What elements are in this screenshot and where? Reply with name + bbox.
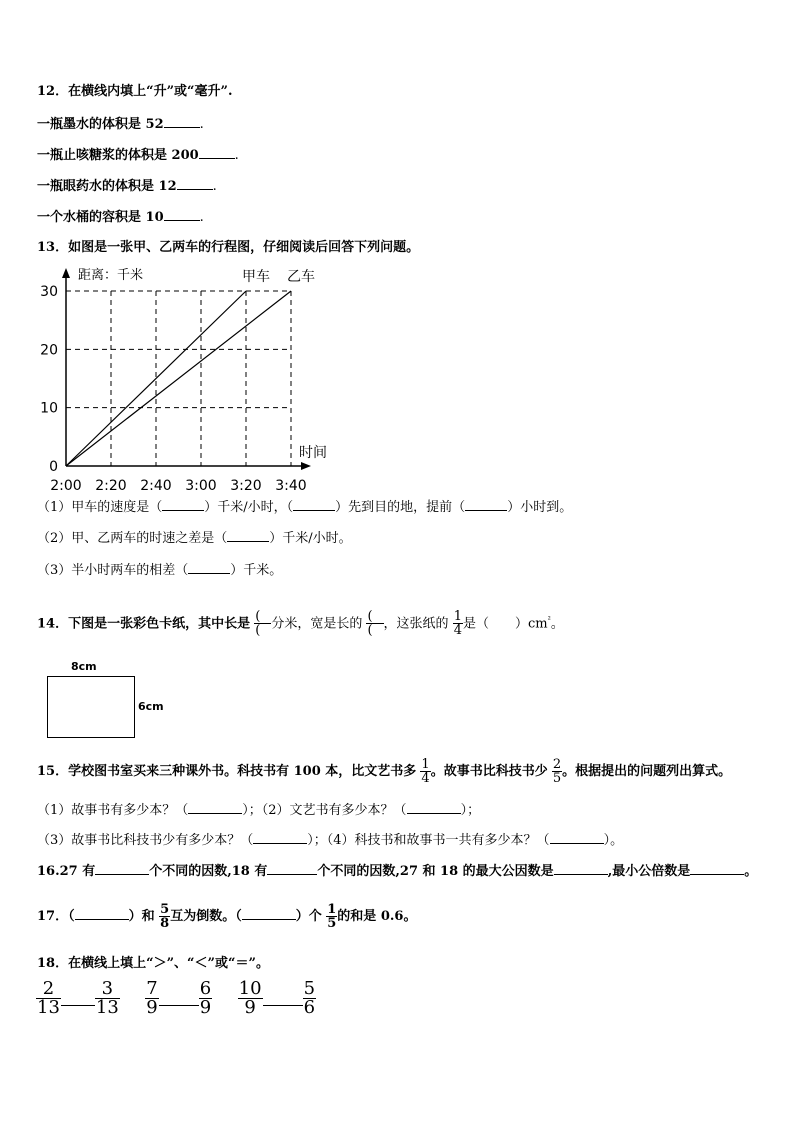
q18-p1-left [36,980,61,1017]
x-tick-label: 3:20 [230,478,262,494]
q12-title: 12．在横线内填上“升”或“毫升”. [37,84,233,99]
q17-frac1 [159,903,170,930]
q17-b: ）和 [128,909,155,924]
series-label-1: 甲车 [242,269,270,285]
q18-p2-rnum: 6 [199,978,212,999]
q14-frac-den: 4 [453,623,462,639]
x-tick-label: 3:00 [185,478,217,494]
q12-blank4[interactable] [164,209,200,221]
q16-blank4[interactable] [690,863,744,875]
q15-blank2[interactable] [407,802,461,814]
q13-title: 13．如图是一张甲、乙两车的行程图，仔细阅读后回答下列问题。 [37,240,420,255]
x-axis-title: 时间 [299,445,327,461]
q18-title: 18．在横线上填上“＞”、“＜”或“＝”。 [37,956,269,971]
q16-blank3[interactable] [554,863,608,875]
q17-blank2[interactable] [242,908,296,920]
q18-p2-left [145,980,158,1017]
q18-p1-rnum: 3 [95,980,120,999]
q13-blank4[interactable] [227,530,269,542]
q12-line4-end: . [199,210,204,225]
q18-p3-lnum: 10 [238,978,262,999]
q16-c: 个不同的因数,27 和 18 的最大公因数是 [317,864,554,879]
q17-line [37,898,416,936]
q15-frac2 [552,758,562,785]
q18-p1-right [95,980,120,1017]
q16-d: ,最小公倍数是 [607,864,691,879]
q15-frac1 [420,758,430,785]
q18-p3-lden: 9 [244,997,256,1018]
q18-p1-lnum: 2 [36,980,61,999]
q12-blank3[interactable] [177,178,213,190]
q14-wid-den: ( [367,623,383,639]
q14-quarter-fraction [453,610,463,637]
q15-blank1[interactable] [188,802,242,814]
q16-a: 16.27 有 [37,864,96,879]
q13-sub1 [37,499,572,516]
q18-blank3[interactable] [263,1005,303,1006]
q14-frac-num: 1 [453,609,462,625]
q16-blank1[interactable] [95,863,149,875]
q15-text-a: 15．学校图书室买来三种课外书。科技书有 100 本，比文艺书多 [37,764,417,779]
q13-sub1-c: ）先到目的地，提前（ [335,500,466,515]
y-tick-label: 0 [49,459,58,475]
q12-line2-text: 一瓶止咳糖浆的体积是 200 [37,148,199,163]
q12-line2 [37,147,239,164]
q18-p1-rden: 13 [95,997,119,1018]
q13-sub3-b: ）千米。 [230,563,283,578]
q15-l3-b: ）；（4）科技书和故事书一共有多少本？（ [307,833,550,848]
q17-c: 互为倒数。（ [170,909,242,924]
q17-frac2-den: 5 [327,916,337,931]
q18-p3-rnum: 5 [303,978,316,999]
q17-blank1[interactable] [75,908,129,920]
q14-text-e: ）cm [515,616,548,632]
rect-side-label: 6cm [138,700,164,713]
series-label-2: 乙车 [287,269,315,285]
q18-p2-lden: 9 [146,997,158,1018]
q17-a: 17．（ [37,909,75,924]
q15-blank4[interactable] [550,832,604,844]
q15-frac1-den: 4 [421,771,430,786]
series-line-2 [66,291,291,466]
q13-sub3 [37,562,282,579]
q13-blank3[interactable] [465,499,507,511]
q12-line3-text: 一瓶眼药水的体积是 12 [37,179,177,194]
q18-p3-right [303,980,316,1017]
series-line-1 [66,291,246,466]
q14-wid-num: ( [367,609,383,625]
q17-d: ）个 [295,909,322,924]
y-axis-title: 距离：千米 [78,268,144,283]
q14-len-num: ( [255,609,271,625]
y-tick-label: 30 [40,284,58,300]
q16-b: 个不同的因数,18 有 [149,864,268,879]
q12-line1-text: 一瓶墨水的体积是 52 [37,117,164,132]
q15-blank3[interactable] [253,832,307,844]
x-tick-label: 2:40 [140,478,172,494]
q14-text-c: ，这张纸的 [383,616,449,632]
q12-line4 [37,209,204,226]
q14-text-a: 14．下图是一张彩色卡纸，其中长是 [37,616,251,632]
q15-l2-b: ）；（2）文艺书有多少本？（ [242,803,407,818]
y-axis-arrow [62,268,70,278]
q15-l2-a: （1）故事书有多少本？（ [37,803,189,818]
q15-text-b: 。故事书比科技书少 [430,764,548,779]
q13-sub1-b: ）千米/小时，（ [204,500,294,515]
y-tick-label: 10 [40,400,58,417]
q13-blank5[interactable] [188,562,230,574]
q18-p2-lnum: 7 [146,978,158,999]
x-tick-label: 3:40 [275,478,307,494]
q12-line4-text: 一个水桶的容积是 10 [37,210,164,225]
q15-line1 [37,754,731,790]
q15-frac2-num: 2 [552,757,562,772]
q15-frac1-num: 1 [421,757,430,772]
x-axis-arrow [301,462,311,470]
q14-text-b: 分米，宽是长的 [271,616,363,632]
q12-line2-end: . [234,148,239,163]
q12-line1 [37,116,204,133]
q12-blank1[interactable] [164,116,200,128]
q16-line [37,863,757,880]
card-rectangle [47,676,135,738]
q13-sub3-a: （3）半小时两车的相差（ [37,563,189,578]
q18-comparisons [36,980,316,1017]
q14-text-d: 是（ [462,616,489,632]
q13-sub2-b: ）千米/小时。 [269,531,352,546]
q15-text-c: 。根据提出的问题列出算式。 [562,764,732,779]
q18-blank2[interactable] [159,1005,199,1006]
q16-e: 。 [744,864,758,879]
q13-sub2-a: （2）甲、乙两车的时速之差是（ [37,531,228,546]
q15-frac2-den: 5 [552,771,562,786]
q15-l3-c: ）。 [603,833,624,848]
x-tick-label: 2:20 [95,478,127,494]
q15-l2-c: ）； [460,803,481,818]
q13-blank1[interactable] [162,499,204,511]
q17-e: 的和是 0.6。 [337,909,417,924]
q17-frac1-den: 8 [160,916,170,931]
q13-blank2[interactable] [293,499,335,511]
q18-p2-right [199,980,212,1017]
q16-blank2[interactable] [267,863,317,875]
q13-sub1-a: （1）甲车的速度是（ [37,500,163,515]
q12-line3 [37,178,217,195]
q18-blank1[interactable] [61,1005,95,1006]
q17-frac2-num: 1 [327,902,337,917]
q15-line3 [37,832,623,849]
q14-line [37,600,564,640]
q18-p2-rden: 9 [199,997,212,1018]
y-tick-label: 20 [40,342,58,359]
q18-p3-rden: 6 [303,997,316,1018]
q12-blank2[interactable] [199,147,235,159]
q14-width-fraction[interactable] [366,610,383,637]
rect-top-label: 8cm [71,660,97,673]
q18-p3-left [238,980,263,1017]
q12-line1-end: . [199,117,204,132]
q17-frac2 [326,903,337,930]
q13-sub1-d: ）小时到。 [507,500,573,515]
x-tick-label: 2:00 [50,478,82,494]
q15-l3-a: （3）故事书比科技书少有多少本？（ [37,833,254,848]
q14-sup: ² [547,615,551,624]
q14-text-f: 。 [550,616,564,632]
q14-length-fraction[interactable] [254,610,271,637]
q18-p1-lden: 13 [37,997,60,1018]
q13-sub2 [37,530,352,547]
q15-line2 [37,802,480,819]
q14-len-den: ( [255,623,271,639]
q17-frac1-num: 5 [160,902,170,917]
q12-line3-end: . [212,179,217,194]
